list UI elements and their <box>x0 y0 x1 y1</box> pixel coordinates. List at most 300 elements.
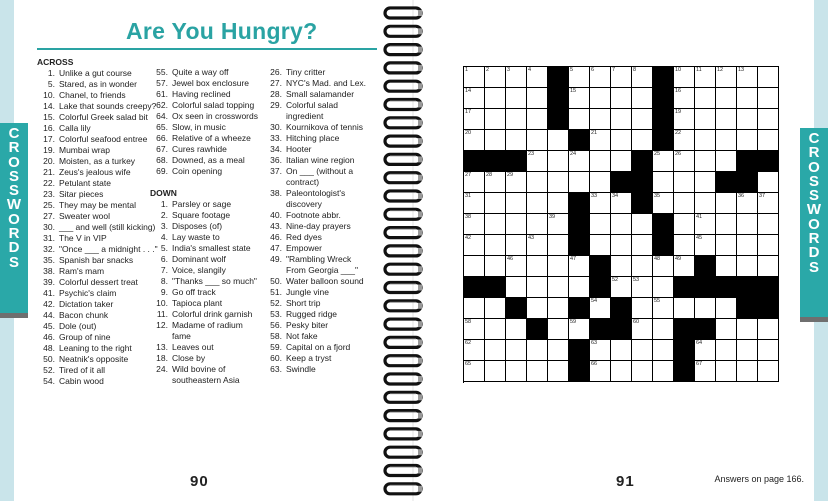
grid-cell[interactable] <box>548 298 569 319</box>
cell-number: 66 <box>591 361 598 367</box>
clue-number: 60. <box>270 353 282 363</box>
grid-cell[interactable] <box>590 235 611 256</box>
clue-number: 5. <box>160 243 168 253</box>
grid-cell[interactable] <box>527 172 548 193</box>
grid-cell[interactable] <box>611 277 632 298</box>
clue-text: Go off track <box>172 287 216 297</box>
grid-cell[interactable] <box>611 67 632 88</box>
grid-cell[interactable] <box>611 340 632 361</box>
black-square <box>674 340 695 361</box>
clue-text: Unlike a gut course <box>59 68 132 78</box>
clue-item <box>264 353 366 364</box>
grid-cell[interactable] <box>548 172 569 193</box>
grid-cell[interactable] <box>464 172 485 193</box>
grid-cell[interactable] <box>485 130 506 151</box>
grid-cell[interactable] <box>758 67 779 88</box>
clue-item <box>264 155 366 166</box>
clue-number: 43. <box>270 221 282 231</box>
clue-item <box>37 288 158 299</box>
black-square <box>569 193 590 214</box>
grid-cell[interactable] <box>653 172 674 193</box>
grid-cell[interactable] <box>464 319 485 340</box>
grid-cell[interactable] <box>506 319 527 340</box>
grid-cell[interactable] <box>632 340 653 361</box>
grid-cell[interactable] <box>548 340 569 361</box>
grid-cell[interactable] <box>758 193 779 214</box>
cell-number: 41 <box>696 214 703 220</box>
clue-text: Group of nine <box>59 332 111 342</box>
grid-cell[interactable] <box>737 88 758 109</box>
grid-cell[interactable] <box>506 256 527 277</box>
clue-text: contract) <box>286 177 320 187</box>
grid-cell[interactable] <box>485 298 506 319</box>
cell-number: 38 <box>465 214 472 220</box>
grid-cell[interactable] <box>485 193 506 214</box>
grid-cell[interactable] <box>485 88 506 109</box>
cell-number: 6 <box>591 67 595 73</box>
clue-number: 28. <box>270 89 282 99</box>
grid-cell[interactable] <box>716 340 737 361</box>
clue-item <box>150 155 258 166</box>
grid-cell[interactable] <box>632 109 653 130</box>
grid-cell[interactable] <box>527 67 548 88</box>
grid-cell[interactable] <box>506 340 527 361</box>
spiral-coil <box>385 283 422 293</box>
grid-cell[interactable] <box>611 256 632 277</box>
grid-cell[interactable] <box>464 361 485 382</box>
grid-cell[interactable] <box>548 256 569 277</box>
grid-cell[interactable] <box>548 130 569 151</box>
grid-cell[interactable] <box>695 109 716 130</box>
clue-column-3 <box>264 67 366 375</box>
grid-cell[interactable] <box>464 235 485 256</box>
grid-cell[interactable] <box>716 361 737 382</box>
grid-cell[interactable] <box>758 88 779 109</box>
grid-cell[interactable] <box>653 193 674 214</box>
grid-cell[interactable] <box>548 214 569 235</box>
clue-number: 31. <box>43 233 55 243</box>
grid-cell[interactable] <box>527 130 548 151</box>
grid-cell[interactable] <box>632 235 653 256</box>
grid-cell[interactable] <box>632 298 653 319</box>
grid-cell[interactable] <box>674 172 695 193</box>
cell-number: 13 <box>738 67 745 73</box>
grid-cell[interactable] <box>716 214 737 235</box>
grid-cell[interactable] <box>653 340 674 361</box>
section-tab-letter: C <box>8 125 20 142</box>
grid-cell[interactable] <box>674 298 695 319</box>
black-square <box>716 277 737 298</box>
grid-cell[interactable] <box>632 130 653 151</box>
grid-cell[interactable] <box>611 193 632 214</box>
clue-item <box>37 79 158 90</box>
grid-cell[interactable] <box>674 193 695 214</box>
grid-cell[interactable] <box>527 88 548 109</box>
grid-cell[interactable] <box>590 67 611 88</box>
grid-cell[interactable] <box>758 172 779 193</box>
grid-cell[interactable] <box>716 298 737 319</box>
cell-number: 1 <box>465 67 469 73</box>
grid-cell[interactable] <box>758 130 779 151</box>
grid-cell[interactable] <box>674 67 695 88</box>
grid-cell[interactable] <box>527 277 548 298</box>
grid-cell[interactable] <box>695 214 716 235</box>
section-tab-letter: S <box>808 172 819 190</box>
section-tab-letter: C <box>808 130 820 147</box>
grid-cell[interactable] <box>485 67 506 88</box>
clue-item <box>37 365 158 376</box>
grid-cell[interactable] <box>464 193 485 214</box>
grid-cell[interactable] <box>506 67 527 88</box>
clue-text: Coin opening <box>172 166 223 176</box>
grid-cell[interactable] <box>527 340 548 361</box>
clue-number: 30. <box>43 222 55 232</box>
grid-cell[interactable] <box>611 214 632 235</box>
grid-cell[interactable] <box>674 151 695 172</box>
cell-number: 60 <box>633 319 640 325</box>
grid-cell[interactable] <box>758 361 779 382</box>
grid-cell[interactable] <box>485 109 506 130</box>
grid-cell[interactable] <box>548 319 569 340</box>
grid-cell[interactable] <box>611 88 632 109</box>
grid-cell[interactable] <box>653 319 674 340</box>
cell-number: 4 <box>528 67 532 73</box>
grid-cell[interactable] <box>737 67 758 88</box>
grid-cell[interactable] <box>716 109 737 130</box>
spiral-coil <box>385 411 422 421</box>
grid-cell[interactable] <box>716 319 737 340</box>
grid-cell[interactable] <box>758 319 779 340</box>
grid-cell[interactable] <box>527 256 548 277</box>
grid-cell[interactable] <box>506 235 527 256</box>
spiral-coil <box>385 63 422 73</box>
clue-number: 44. <box>43 310 55 320</box>
grid-cell[interactable] <box>674 235 695 256</box>
grid-cell[interactable] <box>695 67 716 88</box>
grid-cell[interactable] <box>527 298 548 319</box>
grid-cell[interactable] <box>506 214 527 235</box>
clue-text: NYC's Mad. and Lex. <box>286 78 367 88</box>
clue-text: Voice, slangily <box>172 265 226 275</box>
grid-cell[interactable] <box>653 298 674 319</box>
section-tab-letter: W <box>806 201 822 219</box>
grid-cell[interactable] <box>695 88 716 109</box>
grid-cell[interactable] <box>674 214 695 235</box>
grid-cell[interactable] <box>611 151 632 172</box>
crossword-grid[interactable] <box>463 66 779 383</box>
clue-number: 50. <box>270 276 282 286</box>
clue-text: Lake that sounds creepy? <box>59 101 157 111</box>
black-square <box>674 319 695 340</box>
clue-text: On ___ (without a <box>286 166 354 176</box>
grid-cell[interactable] <box>527 214 548 235</box>
cell-number: 55 <box>654 298 661 304</box>
grid-cell[interactable] <box>653 256 674 277</box>
clue-item <box>37 321 158 332</box>
clue-text: Hooter <box>286 144 312 154</box>
grid-cell[interactable] <box>653 361 674 382</box>
cell-number: 17 <box>465 109 472 115</box>
grid-cell[interactable] <box>569 88 590 109</box>
grid-cell[interactable] <box>611 361 632 382</box>
grid-cell[interactable] <box>695 298 716 319</box>
grid-cell[interactable] <box>527 151 548 172</box>
spiral-coil <box>385 319 422 329</box>
grid-cell[interactable] <box>590 88 611 109</box>
grid-cell[interactable] <box>506 88 527 109</box>
clue-text: Nine-day prayers <box>286 221 351 231</box>
clue-text: ingredient <box>286 111 324 121</box>
grid-cell[interactable] <box>674 88 695 109</box>
grid-cell[interactable] <box>653 151 674 172</box>
grid-cell[interactable] <box>527 361 548 382</box>
clue-item <box>37 167 158 178</box>
grid-cell[interactable] <box>569 109 590 130</box>
section-tab-letter: O <box>808 158 820 176</box>
cell-number: 48 <box>654 256 661 262</box>
grid-cell[interactable] <box>527 235 548 256</box>
cell-number: 21 <box>591 130 598 136</box>
clue-text: Rugged ridge <box>286 309 338 319</box>
grid-cell[interactable] <box>716 235 737 256</box>
grid-cell[interactable] <box>548 193 569 214</box>
clue-text: Cabin wood <box>59 376 104 386</box>
grid-cell[interactable] <box>569 277 590 298</box>
grid-cell[interactable] <box>632 67 653 88</box>
grid-cell[interactable] <box>737 193 758 214</box>
grid-cell[interactable] <box>632 277 653 298</box>
grid-cell[interactable] <box>506 277 527 298</box>
grid-cell[interactable] <box>632 214 653 235</box>
grid-cell[interactable] <box>548 235 569 256</box>
clue-text: India's smallest state <box>172 243 251 253</box>
grid-cell[interactable] <box>758 109 779 130</box>
grid-cell[interactable] <box>485 214 506 235</box>
clue-number: 13. <box>156 342 168 352</box>
clue-text: Parsley or sage <box>172 199 232 209</box>
grid-cell[interactable] <box>716 130 737 151</box>
spiral-coil <box>385 136 422 146</box>
clue-number: 17. <box>43 134 55 144</box>
black-square <box>569 214 590 235</box>
clue-spacer <box>150 177 258 188</box>
grid-cell[interactable] <box>548 277 569 298</box>
grid-cell[interactable] <box>695 235 716 256</box>
section-tab-letter: O <box>808 215 820 233</box>
grid-cell[interactable] <box>716 88 737 109</box>
grid-cell[interactable] <box>527 193 548 214</box>
grid-cell[interactable] <box>653 277 674 298</box>
section-tab-letter: D <box>8 239 20 257</box>
black-square <box>590 256 611 277</box>
clue-item <box>37 299 158 310</box>
clue-text: ___ and well (still kicking) <box>59 222 156 232</box>
clue-text: Slow, in music <box>172 122 226 132</box>
section-tab-letter: S <box>8 182 19 200</box>
clue-number: 20. <box>43 156 55 166</box>
clue-number: 27. <box>270 78 282 88</box>
grid-cell[interactable] <box>737 130 758 151</box>
grid-cell[interactable] <box>716 256 737 277</box>
grid-cell[interactable] <box>485 319 506 340</box>
clue-item <box>264 89 366 100</box>
black-square <box>590 277 611 298</box>
grid-cell[interactable] <box>716 67 737 88</box>
grid-cell[interactable] <box>737 340 758 361</box>
cell-number: 33 <box>591 193 598 199</box>
grid-cell[interactable] <box>485 340 506 361</box>
grid-cell[interactable] <box>590 151 611 172</box>
grid-cell[interactable] <box>464 130 485 151</box>
black-square <box>632 172 653 193</box>
clue-item <box>37 222 158 233</box>
grid-cell[interactable] <box>464 340 485 361</box>
black-square <box>548 88 569 109</box>
grid-cell[interactable] <box>758 214 779 235</box>
black-square <box>548 67 569 88</box>
grid-cell[interactable] <box>464 88 485 109</box>
grid-cell[interactable] <box>506 193 527 214</box>
grid-cell[interactable] <box>611 130 632 151</box>
section-tab-letter: O <box>8 153 20 171</box>
clue-item <box>150 320 258 331</box>
black-square <box>653 67 674 88</box>
cell-number: 47 <box>570 256 577 262</box>
grid-cell[interactable] <box>737 256 758 277</box>
clue-number: 52. <box>43 365 55 375</box>
clue-number: 1. <box>160 199 168 209</box>
clue-item <box>264 166 366 177</box>
grid-cell[interactable] <box>674 130 695 151</box>
grid-cell[interactable] <box>737 109 758 130</box>
grid-cell[interactable] <box>590 109 611 130</box>
spiral-coil <box>385 246 422 256</box>
grid-cell[interactable] <box>758 340 779 361</box>
grid-cell[interactable] <box>590 298 611 319</box>
clue-item <box>150 342 258 353</box>
grid-cell[interactable] <box>569 319 590 340</box>
grid-cell[interactable] <box>485 256 506 277</box>
grid-cell[interactable] <box>506 109 527 130</box>
grid-cell[interactable] <box>464 109 485 130</box>
grid-cell[interactable] <box>632 319 653 340</box>
clue-text: Chanel, to friends <box>59 90 126 100</box>
clue-text: Colorful drink garnish <box>172 309 253 319</box>
grid-cell[interactable] <box>506 172 527 193</box>
grid-cell[interactable] <box>590 193 611 214</box>
grid-cell[interactable] <box>506 361 527 382</box>
grid-cell[interactable] <box>590 172 611 193</box>
grid-cell[interactable] <box>695 130 716 151</box>
grid-cell[interactable] <box>737 361 758 382</box>
black-square <box>527 319 548 340</box>
clue-text: Keep a tryst <box>286 353 332 363</box>
grid-cell[interactable] <box>590 361 611 382</box>
clue-item <box>264 276 366 287</box>
grid-cell[interactable] <box>506 130 527 151</box>
grid-cell[interactable] <box>590 130 611 151</box>
grid-cell[interactable] <box>716 151 737 172</box>
clue-number: 19. <box>43 145 55 155</box>
clue-text: Psychic's claim <box>59 288 117 298</box>
grid-cell[interactable] <box>485 172 506 193</box>
grid-cell[interactable] <box>695 172 716 193</box>
grid-cell[interactable] <box>569 172 590 193</box>
clue-text: Lay waste to <box>172 232 220 242</box>
grid-cell[interactable] <box>737 214 758 235</box>
grid-cell[interactable] <box>611 109 632 130</box>
cell-number: 3 <box>507 67 511 73</box>
clue-item <box>264 265 366 276</box>
grid-cell[interactable] <box>569 67 590 88</box>
grid-cell[interactable] <box>464 214 485 235</box>
grid-cell[interactable] <box>695 193 716 214</box>
section-tab-letter: R <box>8 139 20 157</box>
grid-cell[interactable] <box>485 235 506 256</box>
grid-cell[interactable] <box>590 340 611 361</box>
grid-cell[interactable] <box>674 109 695 130</box>
clue-text: Dictation taker <box>59 299 114 309</box>
grid-cell[interactable] <box>590 214 611 235</box>
grid-cell[interactable] <box>569 151 590 172</box>
clue-number: 10. <box>43 90 55 100</box>
clue-item <box>264 364 366 375</box>
grid-cell[interactable] <box>632 361 653 382</box>
grid-cell[interactable] <box>632 88 653 109</box>
grid-cell[interactable] <box>548 361 569 382</box>
clue-number: 63. <box>270 364 282 374</box>
grid-cell[interactable] <box>716 193 737 214</box>
clue-item <box>150 100 258 111</box>
clue-number: 62. <box>156 100 168 110</box>
grid-cell[interactable] <box>758 235 779 256</box>
clue-number: 56. <box>270 320 282 330</box>
grid-cell[interactable] <box>695 361 716 382</box>
grid-cell[interactable] <box>737 319 758 340</box>
clue-item <box>37 211 158 222</box>
grid-cell[interactable] <box>527 109 548 130</box>
grid-cell[interactable] <box>485 361 506 382</box>
clue-text: "Thanks ___ so much" <box>172 276 257 286</box>
grid-cell[interactable] <box>464 256 485 277</box>
grid-cell[interactable] <box>632 256 653 277</box>
clue-number: 47. <box>270 243 282 253</box>
grid-cell[interactable] <box>464 298 485 319</box>
clue-text: Neatnik's opposite <box>59 354 129 364</box>
grid-cell[interactable] <box>548 151 569 172</box>
grid-cell[interactable] <box>569 256 590 277</box>
left-page <box>0 0 412 501</box>
section-tab-letter: S <box>8 253 19 271</box>
clue-item <box>264 78 366 89</box>
grid-cell[interactable] <box>464 67 485 88</box>
grid-cell[interactable] <box>674 256 695 277</box>
grid-cell[interactable] <box>695 151 716 172</box>
section-tab-letter: S <box>808 258 819 276</box>
black-square <box>569 235 590 256</box>
spiral-coil <box>385 484 422 494</box>
clue-item <box>264 210 366 221</box>
cell-number: 25 <box>654 151 661 157</box>
clue-number: 46. <box>43 332 55 342</box>
grid-cell[interactable] <box>695 340 716 361</box>
grid-cell[interactable] <box>758 256 779 277</box>
clue-text: Zeus's jealous wife <box>59 167 131 177</box>
grid-cell[interactable] <box>737 235 758 256</box>
grid-cell[interactable] <box>611 235 632 256</box>
cell-number: 58 <box>465 319 472 325</box>
black-square <box>737 277 758 298</box>
